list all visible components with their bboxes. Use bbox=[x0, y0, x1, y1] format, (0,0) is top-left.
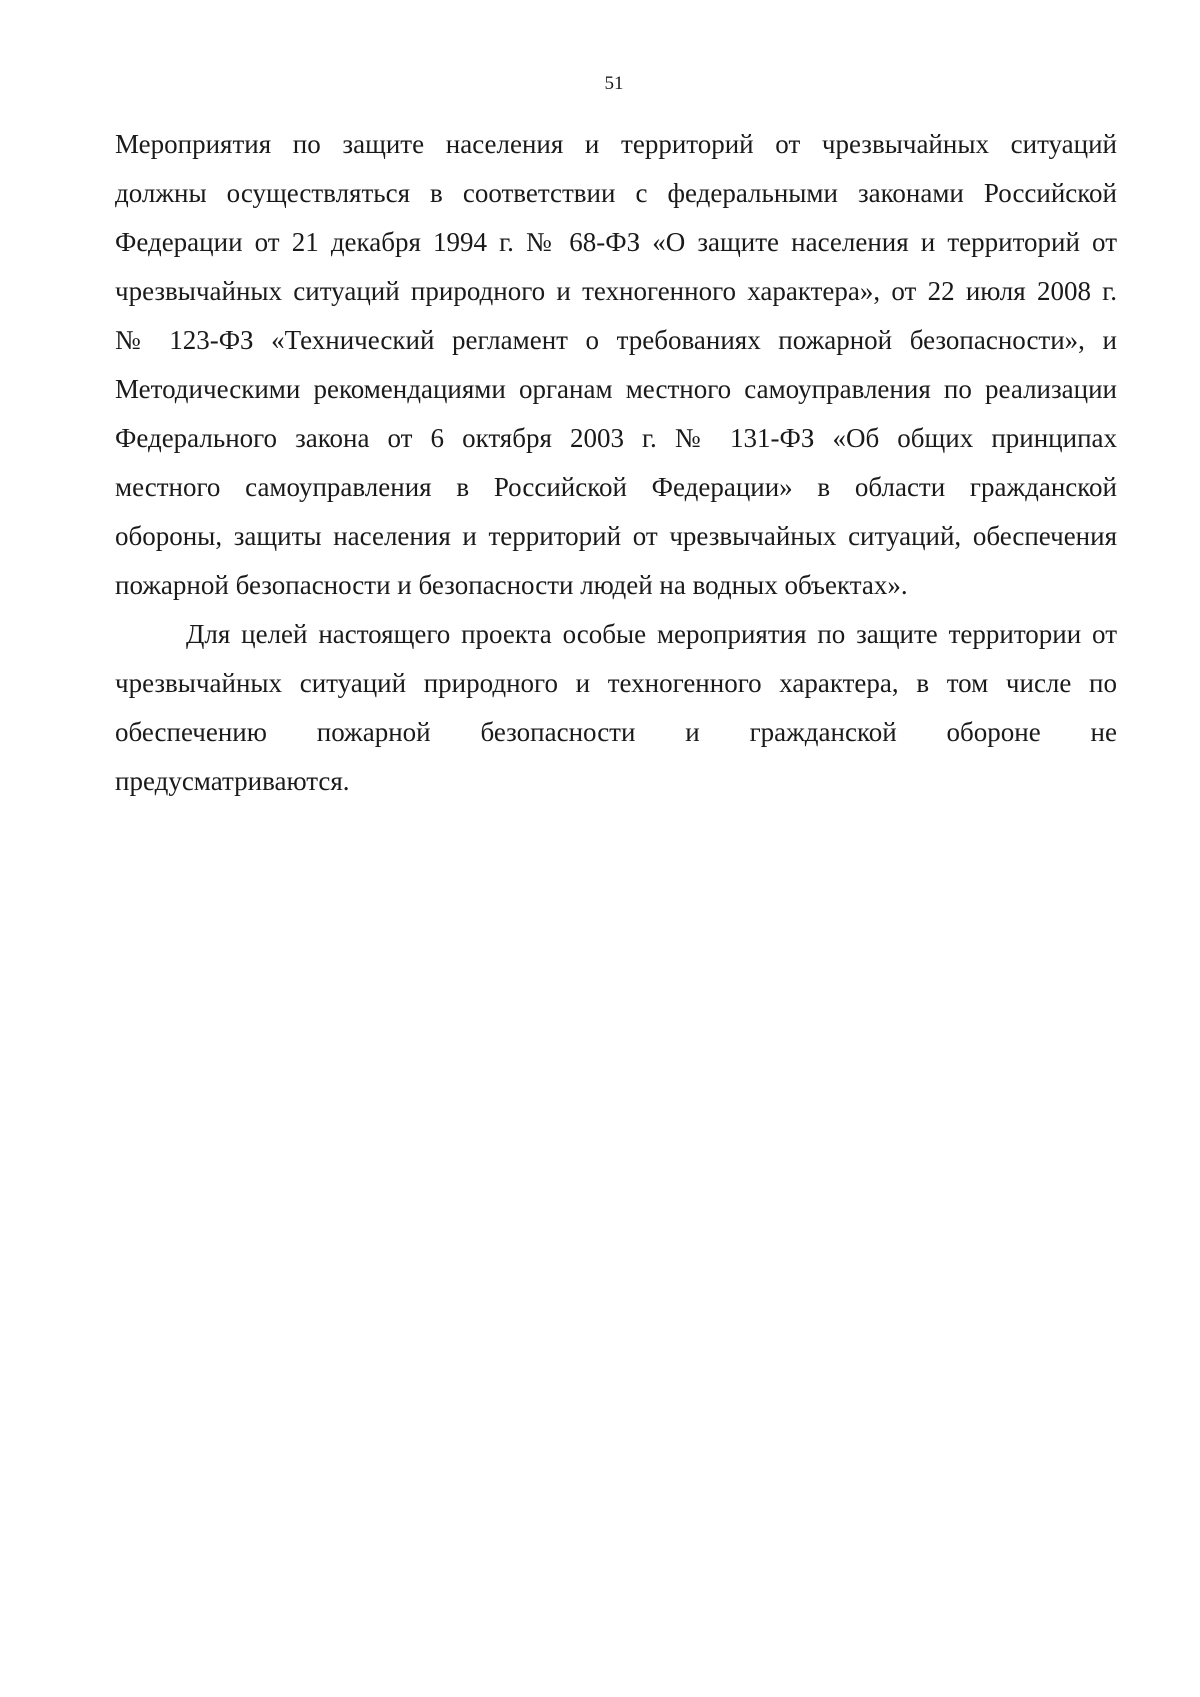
text-line: № 123-ФЗ «Технический регламент о требованиях пожарной безопасности», и bbox=[115, 325, 1117, 355]
text-line: обеспечению пожарной безопасности и гражданской обороне не bbox=[115, 717, 1117, 747]
document-body bbox=[115, 120, 1117, 806]
text-line: пожарной безопасности и безопасности людей на водных объектах». bbox=[115, 570, 908, 600]
text-line: Федерального закона от 6 октября 2003 г. № 131-ФЗ «Об общих принципах bbox=[115, 423, 1117, 453]
text-line: должны осуществляться в соответствии с федеральными законами Российской bbox=[115, 178, 1117, 208]
text-line: Методическими рекомендациями органам местного самоуправления по реализации bbox=[115, 374, 1117, 404]
text-line: Мероприятия по защите населения и территорий от чрезвычайных ситуаций bbox=[115, 129, 1117, 159]
paragraph-1 bbox=[115, 120, 1117, 610]
text-line: Федерации от 21 декабря 1994 г. № 68-ФЗ «О защите населения и территорий от bbox=[115, 227, 1117, 257]
text-line: предусматриваются. bbox=[115, 766, 350, 796]
text-line: чрезвычайных ситуаций природного и техногенного характера», от 22 июля 2008 г. bbox=[115, 276, 1117, 306]
text-line: чрезвычайных ситуаций природного и техногенного характера, в том числе по bbox=[115, 668, 1117, 698]
paragraph-2 bbox=[115, 610, 1117, 806]
page-number: 51 bbox=[604, 73, 624, 94]
text-line: обороны, защиты населения и территорий от чрезвычайных ситуаций, обеспечения bbox=[115, 521, 1117, 551]
text-line: Для целей настоящего проекта особые мероприятия по защите территории от bbox=[186, 619, 1117, 649]
text-line: местного самоуправления в Российской Федерации» в области гражданской bbox=[115, 472, 1117, 502]
